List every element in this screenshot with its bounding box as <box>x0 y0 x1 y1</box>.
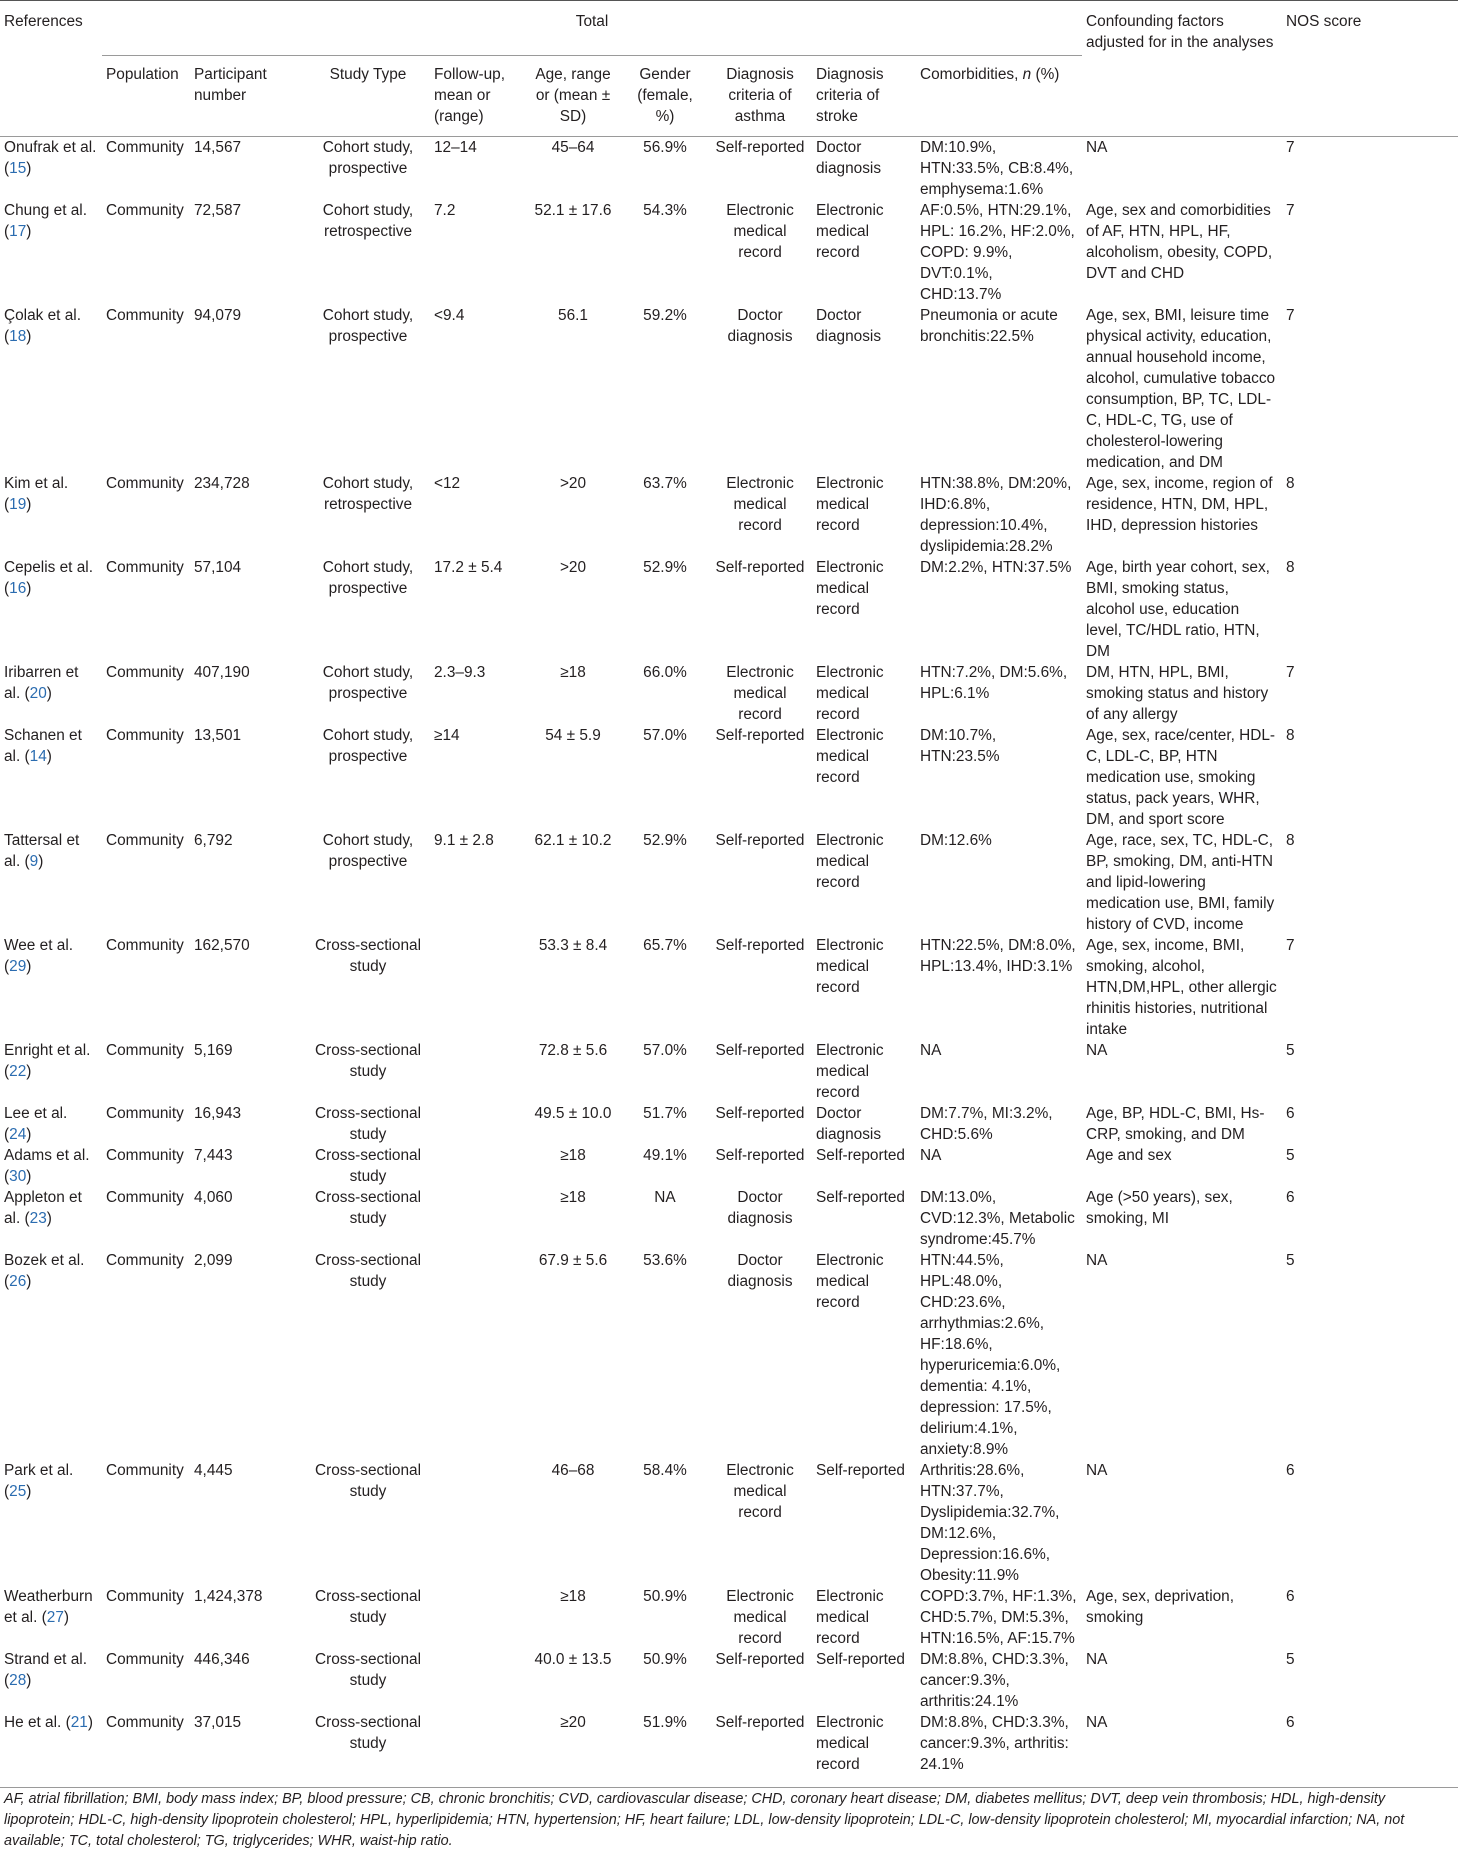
age-cell: ≥18 <box>560 1189 586 1206</box>
nos-cell: 6 <box>1286 1588 1295 1605</box>
gender-cell: 57.0% <box>643 727 687 744</box>
nos-cell: 8 <box>1286 475 1295 492</box>
author-name: Chung et al. <box>4 202 87 219</box>
reference-cell: Park et al. (25) <box>4 1462 74 1500</box>
author-name: He et al. <box>4 1714 62 1731</box>
gender-cell: 63.7% <box>643 475 687 492</box>
age-cell: 49.5 ± 10.0 <box>534 1105 612 1122</box>
participants-cell: 5,169 <box>194 1042 233 1059</box>
asthma-cell: Self-reported <box>715 139 805 156</box>
follow-up-cell: <12 <box>434 475 461 492</box>
age-cell: ≥18 <box>560 664 586 681</box>
follow-up-cell <box>430 935 524 1040</box>
gender-cell: 51.7% <box>643 1105 687 1122</box>
comorbidities-cell: DM:10.9%, HTN:33.5%, CB:8.4%, emphysema:1.6% <box>920 139 1074 198</box>
table-footnote: AF, atrial fibrillation; BMI, body mass index; BP, blood pressure; CB, chronic bronchitis; CVD, cardiovascular disease; CHD, coronary heart disease; DM, diabetes mellitus; DVT, deep vein thrombosis; HDL, high-density lipoprotein; HDL-C, high-density lipoprotein cholesterol; HPL, hyperlipidemia; HTN, hypertension; HF, heart failure; LDL, low-density lipoprotein; LDL-C, low-density lipoprotein cholesterol; MI, myocardial infarction; NA, not available; TC, total cholesterol; TG, triglycerides; WHR, waist-hip ratio. <box>4 1791 1405 1849</box>
study-type-cell: Cohort study, prospective <box>322 139 414 177</box>
follow-up-cell <box>430 1145 524 1187</box>
header-row-sub <box>0 56 1458 137</box>
confounders-cell: NA <box>1086 139 1108 156</box>
participants-cell: 72,587 <box>194 202 242 219</box>
col-asthma: Diagnosis criteria of asthma <box>708 56 812 137</box>
stroke-cell: Self-reported <box>816 1189 905 1206</box>
col-study-type: Study Type <box>306 56 430 137</box>
follow-up-cell <box>430 1460 524 1586</box>
table-row <box>0 1649 1458 1712</box>
col-gender: Gender (female, %) <box>622 56 708 137</box>
population-cell: Community <box>106 1651 184 1668</box>
population-cell: Community <box>106 832 184 849</box>
age-cell: 62.1 ± 10.2 <box>534 832 612 849</box>
nos-cell: 8 <box>1286 727 1295 744</box>
reference-cell: Onufrak et al. (15) <box>4 139 97 177</box>
comorbidities-cell: HTN:38.8%, DM:20%, IHD:6.8%, depression:10.4%, dyslipidemia:28.2% <box>920 475 1072 555</box>
col-participants: Participant number <box>190 56 306 137</box>
stroke-cell: Electronic medical record <box>816 559 884 618</box>
population-cell: Community <box>106 1588 184 1605</box>
header-row-top <box>0 1 1458 56</box>
follow-up-cell: <9.4 <box>434 307 465 324</box>
participants-cell: 1,424,378 <box>194 1588 263 1605</box>
reference-link[interactable]: 24 <box>9 1126 27 1143</box>
participants-cell: 13,501 <box>194 727 242 744</box>
study-type-cell: Cohort study, prospective <box>322 832 414 870</box>
col-nos: NOS score <box>1282 1 1458 56</box>
confounders-cell: Age, BP, HDL-C, BMI, Hs-CRP, smoking, and DM <box>1086 1105 1265 1143</box>
participants-cell: 2,099 <box>194 1252 233 1269</box>
stroke-cell: Doctor diagnosis <box>816 1105 882 1143</box>
reference-cell: He et al. (21) <box>0 1712 102 1788</box>
table-row <box>0 1040 1458 1103</box>
stroke-cell: Self-reported <box>816 1147 905 1164</box>
confounders-cell: Age, sex, race/center, HDL-C, LDL-C, BP, HTN medication use, smoking status, pack years, WHR, DM, and sport score <box>1086 727 1276 828</box>
study-type-cell: Cross-sectional study <box>314 1147 422 1185</box>
population-cell: Community <box>106 202 184 219</box>
stroke-cell: Electronic medical record <box>816 475 884 534</box>
study-type-cell: Cohort study, retrospective <box>322 202 414 240</box>
asthma-cell: Electronic medical record <box>726 475 794 534</box>
reference-cell: Appleton et al. (23) <box>4 1189 82 1227</box>
participants-cell: 446,346 <box>194 1651 250 1668</box>
population-cell: Community <box>106 664 184 681</box>
asthma-cell: Electronic medical record <box>726 1588 794 1647</box>
stroke-cell: Self-reported <box>816 1462 905 1479</box>
population-cell: Community <box>106 1105 184 1122</box>
follow-up-cell <box>430 1712 524 1788</box>
reference-cell: Tattersal et al. (9) <box>4 832 80 870</box>
nos-cell: 6 <box>1286 1462 1295 1479</box>
age-cell: 56.1 <box>558 307 588 324</box>
author-name: Bozek et al. <box>4 1252 85 1269</box>
confounders-cell: NA <box>1086 1462 1108 1479</box>
comorbidities-cell: HTN:22.5%, DM:8.0%, HPL:13.4%, IHD:3.1% <box>920 937 1076 975</box>
nos-cell: 8 <box>1286 832 1295 849</box>
table-row <box>0 662 1458 725</box>
reference-cell: Weatherburn et al. (27) <box>4 1588 93 1626</box>
study-type-cell: Cohort study, prospective <box>322 559 414 597</box>
comorbidities-cell: HTN:44.5%, HPL:48.0%, CHD:23.6%, arrhythmias:2.6%, HF:18.6%, hyperuricemia:6.0%, dementia: 4.1%, depression: 17.5%, delirium:4.1%, anxiety:8.9% <box>920 1252 1061 1458</box>
asthma-cell: Self-reported <box>715 1105 805 1122</box>
asthma-cell: Self-reported <box>715 1147 805 1164</box>
participants-cell: 234,728 <box>194 475 250 492</box>
gender-cell: 65.7% <box>643 937 687 954</box>
stroke-cell: Electronic medical record <box>816 832 884 891</box>
comorbidities-cell: COPD:3.7%, HF:1.3%, CHD:5.7%, DM:5.3%, HTN:16.5%, AF:15.7% <box>920 1588 1077 1647</box>
nos-cell: 8 <box>1286 559 1295 576</box>
confounders-cell: Age, sex, income, BMI, smoking, alcohol, HTN,DM,HPL, other allergic rhinitis histories, nutritional intake <box>1086 937 1277 1038</box>
follow-up-cell <box>430 1187 524 1250</box>
age-cell: 54 ± 5.9 <box>545 727 601 744</box>
author-name: Lee et al. <box>4 1105 68 1122</box>
gender-cell: 56.9% <box>643 139 687 156</box>
population-cell: Community <box>106 139 184 156</box>
reference-link[interactable]: 19 <box>9 496 27 513</box>
table-row <box>0 1712 1458 1788</box>
gender-cell: 54.3% <box>643 202 687 219</box>
follow-up-cell <box>430 1103 524 1145</box>
gender-cell: 51.9% <box>622 1712 708 1788</box>
author-name: Onufrak et al. <box>4 139 97 156</box>
reference-cell: Wee et al. (29) <box>4 937 74 975</box>
gender-cell: 50.9% <box>643 1588 687 1605</box>
age-cell: 45–64 <box>551 139 595 156</box>
confounders-cell: Age, race, sex, TC, HDL-C, BP, smoking, DM, anti-HTN and lipid-lowering medication use, BMI, family history of CVD, income <box>1086 832 1275 933</box>
comorbidities-cell: DM:2.2%, HTN:37.5% <box>920 559 1072 576</box>
table-row <box>0 725 1458 830</box>
comorbidities-cell: AF:0.5%, HTN:29.1%, HPL: 16.2%, HF:2.0%, COPD: 9.9%, DVT:0.1%, CHD:13.7% <box>920 202 1075 303</box>
comorbidities-cell: Arthritis:28.6%, HTN:37.7%, Dyslipidemia:32.7%, DM:12.6%, Depression:16.6%, Obesity:11.9% <box>920 1462 1060 1584</box>
reference-link[interactable]: 15 <box>9 160 27 177</box>
participants-cell: 57,104 <box>194 559 242 576</box>
col-total: Total <box>102 1 1082 56</box>
reference-link[interactable]: 17 <box>9 223 27 240</box>
stroke-cell: Electronic medical record <box>816 937 884 996</box>
nos-cell: 5 <box>1286 1147 1295 1164</box>
comorbidities-cell: DM:7.7%, MI:3.2%, CHD:5.6% <box>920 1105 1053 1143</box>
author-name: Cepelis et al. <box>4 559 93 576</box>
population-cell: Community <box>106 1189 184 1206</box>
author-name: Adams et al. <box>4 1147 90 1164</box>
gender-cell: 58.4% <box>643 1462 687 1479</box>
stroke-cell: Electronic medical record <box>812 1712 916 1788</box>
reference-cell: Strand et al. (28) <box>4 1651 87 1689</box>
participants-cell: 14,567 <box>194 139 242 156</box>
age-cell: 67.9 ± 5.6 <box>538 1252 608 1269</box>
comorbidities-cell: DM:13.0%, CVD:12.3%, Metabolic syndrome:45.7% <box>920 1189 1075 1248</box>
age-cell: ≥20 <box>524 1712 622 1788</box>
reference-link[interactable]: 29 <box>9 958 27 975</box>
gender-cell: 52.9% <box>643 559 687 576</box>
follow-up-cell: 12–14 <box>434 139 477 156</box>
population-cell: Community <box>106 1147 184 1164</box>
confounders-cell: Age (>50 years), sex, smoking, MI <box>1086 1189 1233 1227</box>
participants-cell: 162,570 <box>194 937 250 954</box>
nos-cell: 6 <box>1286 1189 1295 1206</box>
asthma-cell: Self-reported <box>715 1042 805 1059</box>
confounders-cell: NA <box>1086 1651 1108 1668</box>
reference-link[interactable]: 16 <box>9 580 27 597</box>
gender-cell: 57.0% <box>643 1042 687 1059</box>
population-cell: Community <box>102 1712 190 1788</box>
follow-up-cell <box>430 1250 524 1460</box>
asthma-cell: Electronic medical record <box>726 664 794 723</box>
follow-up-cell: 9.1 ± 2.8 <box>434 832 494 849</box>
table-row <box>0 1187 1458 1250</box>
study-type-cell: Cross-sectional study <box>314 1588 422 1626</box>
asthma-cell: Doctor diagnosis <box>727 1252 793 1290</box>
author-name: Kim et al. <box>4 475 69 492</box>
study-type-cell: Cross-sectional study <box>314 1252 422 1290</box>
participants-cell: 7,443 <box>194 1147 233 1164</box>
comorbidities-cell: NA <box>920 1147 942 1164</box>
comorbidities-cell: Pneumonia or acute bronchitis:22.5% <box>920 307 1058 345</box>
author-name: Enright et al. <box>4 1042 91 1059</box>
comorbidities-cell: DM:12.6% <box>920 832 992 849</box>
population-cell: Community <box>106 307 184 324</box>
reference-cell: Iribarren et al. (20) <box>4 664 79 702</box>
participants-cell: 407,190 <box>194 664 250 681</box>
age-cell: 46–68 <box>551 1462 595 1479</box>
reference-cell: Schanen et al. (14) <box>4 727 82 765</box>
stroke-cell: Self-reported <box>816 1651 905 1668</box>
reference-cell: Kim et al. (19) <box>4 475 69 513</box>
stroke-cell: Electronic medical record <box>816 664 884 723</box>
col-confounding: Confounding factors adjusted for in the analyses <box>1082 1 1282 56</box>
gender-cell: 59.2% <box>643 307 687 324</box>
population-cell: Community <box>106 475 184 492</box>
comorbidities-cell: DM:10.7%, HTN:23.5% <box>920 727 1000 765</box>
comorbidities-cell: NA <box>920 1042 942 1059</box>
asthma-cell: Self-reported <box>708 1712 812 1788</box>
table-row <box>0 1460 1458 1586</box>
population-cell: Community <box>106 1252 184 1269</box>
author-name: Iribarren et al. <box>4 664 79 702</box>
asthma-cell: Self-reported <box>715 1651 805 1668</box>
stroke-cell: Electronic medical record <box>816 1252 884 1311</box>
confounders-cell: DM, HTN, HPL, BMI, smoking status and history of any allergy <box>1086 664 1269 723</box>
table-body <box>0 137 1458 1788</box>
study-type-cell: Cross-sectional study <box>314 1105 422 1143</box>
follow-up-cell <box>430 1586 524 1649</box>
confounders-cell: NA <box>1086 1042 1108 1059</box>
reference-link[interactable]: 30 <box>9 1168 27 1185</box>
nos-cell: 7 <box>1286 202 1295 219</box>
follow-up-cell: ≥14 <box>434 727 460 744</box>
author-name: Appleton et al. <box>4 1189 82 1227</box>
reference-cell: Chung et al. (17) <box>4 202 87 240</box>
comorbidities-cell: HTN:7.2%, DM:5.6%, HPL:6.1% <box>920 664 1068 702</box>
nos-cell: 7 <box>1286 139 1295 156</box>
population-cell: Community <box>106 937 184 954</box>
study-type-cell: Cross-sectional study <box>314 1651 422 1689</box>
asthma-cell: Electronic medical record <box>726 202 794 261</box>
study-type-cell: Cross-sectional study <box>306 1712 430 1788</box>
population-cell: Community <box>106 559 184 576</box>
author-name: Schanen et al. <box>4 727 82 765</box>
reference-link[interactable]: 26 <box>9 1273 27 1290</box>
participants-cell: 94,079 <box>194 307 242 324</box>
age-cell: 72.8 ± 5.6 <box>538 1042 608 1059</box>
confounders-cell: Age, birth year cohort, sex, BMI, smoking status, alcohol use, education level, TC/HDL ratio, HTN, DM <box>1086 559 1270 660</box>
follow-up-cell: 2.3–9.3 <box>434 664 486 681</box>
reference-cell: Adams et al. (30) <box>4 1147 90 1185</box>
col-follow-up: Follow-up, mean or (range) <box>430 56 524 137</box>
study-type-cell: Cohort study, prospective <box>322 307 414 345</box>
reference-link[interactable]: 25 <box>9 1483 27 1500</box>
reference-link[interactable]: 9 <box>29 853 39 870</box>
participants-cell: 4,060 <box>194 1189 233 1206</box>
asthma-cell: Electronic medical record <box>726 1462 794 1521</box>
asthma-cell: Self-reported <box>715 937 805 954</box>
table-row <box>0 200 1458 305</box>
population-cell: Community <box>106 727 184 744</box>
gender-cell: 53.6% <box>643 1252 687 1269</box>
col-age: Age, range or (mean ± SD) <box>524 56 622 137</box>
stroke-cell: Doctor diagnosis <box>816 307 882 345</box>
age-cell: 53.3 ± 8.4 <box>538 937 608 954</box>
study-type-cell: Cohort study, prospective <box>322 664 414 702</box>
confounders-cell: Age and sex <box>1086 1147 1172 1164</box>
follow-up-cell: 17.2 ± 5.4 <box>434 559 503 576</box>
age-cell: >20 <box>559 475 587 492</box>
asthma-cell: Doctor diagnosis <box>727 1189 793 1227</box>
stroke-cell: Electronic medical record <box>816 1588 884 1647</box>
participants-cell: 4,445 <box>194 1462 233 1479</box>
age-cell: >20 <box>559 559 587 576</box>
reference-cell: Cepelis et al. (16) <box>4 559 93 597</box>
reference-link[interactable]: 27 <box>46 1609 64 1626</box>
table-row <box>0 1250 1458 1460</box>
comorbidities-cell: DM:8.8%, CHD:3.3%, cancer:9.3%, arthritis: 24.1% <box>916 1712 1082 1788</box>
reference-cell: Enright et al. (22) <box>4 1042 91 1080</box>
author-name: Wee et al. <box>4 937 74 954</box>
confounders-cell: Age, sex and comorbidities of AF, HTN, HPL, HF, alcoholism, obesity, COPD, DVT and CHD <box>1086 202 1273 282</box>
study-type-cell: Cohort study, prospective <box>322 727 414 765</box>
author-name: Park et al. <box>4 1462 74 1479</box>
author-name: Weatherburn et al. <box>4 1588 93 1626</box>
reference-link[interactable]: 23 <box>29 1210 47 1227</box>
confounders-cell: Age, sex, income, region of residence, HTN, DM, HPL, IHD, depression histories <box>1086 475 1273 534</box>
table-row <box>0 1145 1458 1187</box>
confounders-cell: NA <box>1086 1252 1108 1269</box>
study-type-cell: Cross-sectional study <box>314 1462 422 1500</box>
reference-cell: Lee et al. (24) <box>4 1105 68 1143</box>
age-cell: 52.1 ± 17.6 <box>534 202 612 219</box>
nos-cell: 5 <box>1286 1252 1295 1269</box>
study-type-cell: Cohort study, retrospective <box>322 475 414 513</box>
gender-cell: 49.1% <box>643 1147 687 1164</box>
follow-up-cell: 7.2 <box>434 202 456 219</box>
asthma-cell: Self-reported <box>715 832 805 849</box>
table-row <box>0 557 1458 662</box>
age-cell: 40.0 ± 13.5 <box>534 1651 612 1668</box>
reference-link[interactable]: 21 <box>70 1714 88 1731</box>
reference-link[interactable]: 22 <box>9 1063 27 1080</box>
col-population: Population <box>102 56 190 137</box>
table-row <box>0 473 1458 557</box>
study-type-cell: Cross-sectional study <box>314 937 422 975</box>
follow-up-cell <box>430 1040 524 1103</box>
nos-cell: 7 <box>1286 307 1295 324</box>
reference-link[interactable]: 28 <box>9 1672 27 1689</box>
stroke-cell: Electronic medical record <box>816 1042 884 1101</box>
nos-cell: 7 <box>1286 937 1295 954</box>
stroke-cell: Doctor diagnosis <box>816 139 882 177</box>
table-row <box>0 1103 1458 1145</box>
reference-link[interactable]: 14 <box>29 748 47 765</box>
gender-cell: NA <box>654 1189 676 1206</box>
reference-cell: Bozek et al. (26) <box>4 1252 85 1290</box>
gender-cell: 52.9% <box>643 832 687 849</box>
participants-cell: 16,943 <box>194 1105 242 1122</box>
nos-cell: 5 <box>1286 1042 1295 1059</box>
confounders-cell: Age, sex, BMI, leisure time physical activity, education, annual household income, alcohol, cumulative tobacco consumption, BP, TC, LDL-C, HDL-C, TG, use of cholesterol-lowering medication, and DM <box>1086 307 1276 471</box>
asthma-cell: Doctor diagnosis <box>727 307 793 345</box>
study-type-cell: Cross-sectional study <box>314 1042 422 1080</box>
table-row <box>0 305 1458 473</box>
col-references: References <box>0 1 102 56</box>
author-name: Tattersal et al. <box>4 832 80 870</box>
table-row <box>0 830 1458 935</box>
confounders-cell: Age, sex, deprivation, smoking <box>1086 1588 1235 1626</box>
participants-cell: 37,015 <box>190 1712 306 1788</box>
age-cell: ≥18 <box>560 1588 586 1605</box>
col-comorbidities: Comorbidities, n (%) <box>916 56 1082 137</box>
asthma-cell: Self-reported <box>715 727 805 744</box>
col-stroke: Diagnosis criteria of stroke <box>812 56 916 137</box>
reference-link[interactable]: 20 <box>29 685 47 702</box>
nos-cell: 7 <box>1286 664 1295 681</box>
nos-cell: 6 <box>1286 1105 1295 1122</box>
table-row <box>0 1586 1458 1649</box>
reference-link[interactable]: 18 <box>9 328 27 345</box>
nos-cell: 6 <box>1282 1712 1458 1788</box>
participants-cell: 6,792 <box>194 832 233 849</box>
population-cell: Community <box>106 1042 184 1059</box>
stroke-cell: Electronic medical record <box>816 727 884 786</box>
asthma-cell: Self-reported <box>715 559 805 576</box>
author-name: Strand et al. <box>4 1651 87 1668</box>
gender-cell: 66.0% <box>643 664 687 681</box>
table-row <box>0 935 1458 1040</box>
table-row <box>0 137 1458 201</box>
reference-cell: Çolak et al. (18) <box>4 307 81 345</box>
gender-cell: 50.9% <box>643 1651 687 1668</box>
follow-up-cell <box>430 1649 524 1712</box>
confounders-cell: NA <box>1082 1712 1282 1788</box>
nos-cell: 5 <box>1286 1651 1295 1668</box>
comorbidities-cell: DM:8.8%, CHD:3.3%, cancer:9.3%, arthritis:24.1% <box>920 1651 1069 1710</box>
stroke-cell: Electronic medical record <box>816 202 884 261</box>
age-cell: ≥18 <box>560 1147 586 1164</box>
study-type-cell: Cross-sectional study <box>314 1189 422 1227</box>
author-name: Çolak et al. <box>4 307 81 324</box>
population-cell: Community <box>106 1462 184 1479</box>
